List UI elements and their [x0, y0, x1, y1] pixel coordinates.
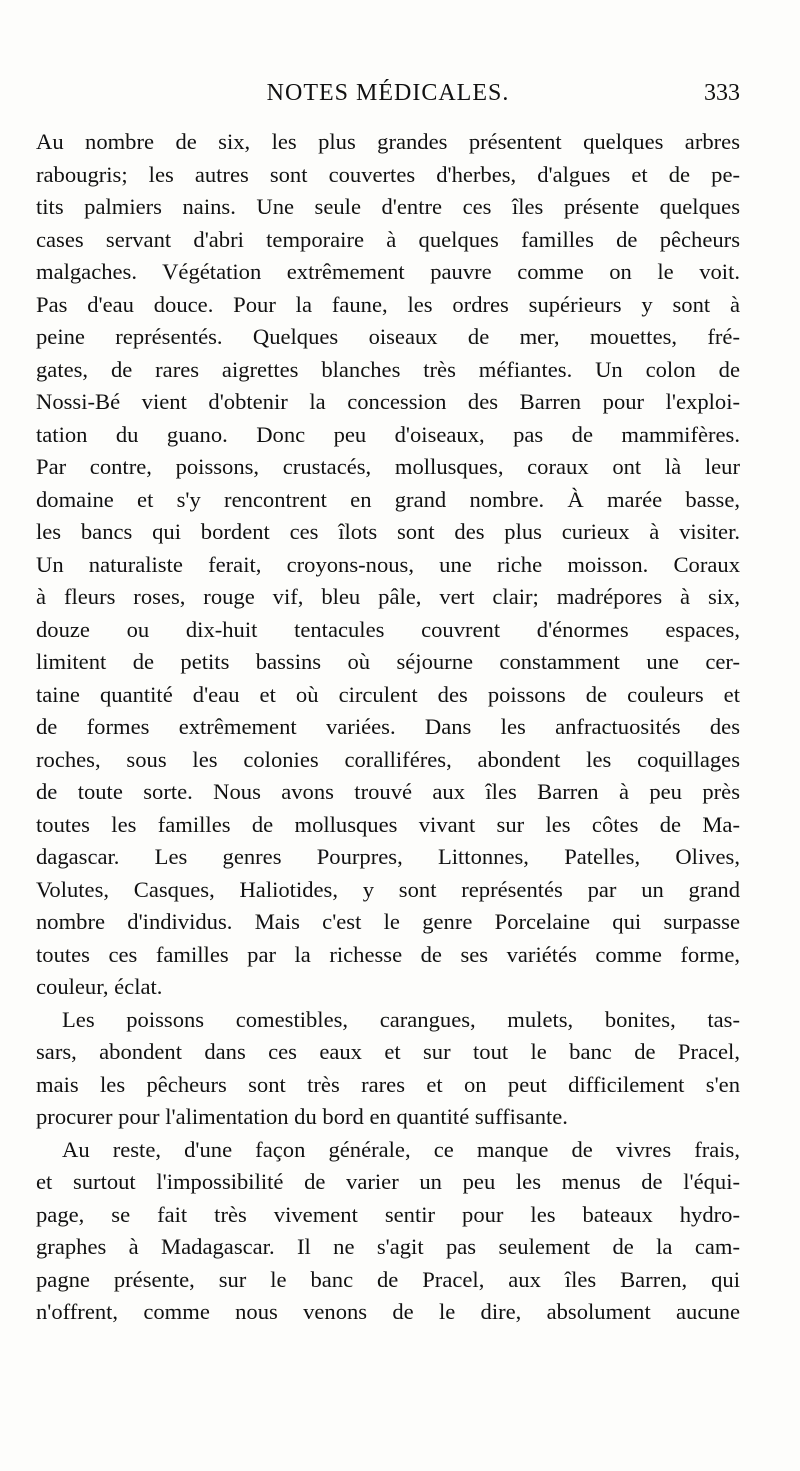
- paragraph: [36, 1004, 740, 1134]
- text-line: rabougris; les autres sont couvertes d'herbes, d'algues et de pe-: [36, 161, 740, 187]
- text-line: Un naturaliste ferait, croyons-nous, une riche moisson. Coraux: [36, 551, 740, 577]
- text-line: douze ou dix-huit tentacules couvrent d'énormes espaces,: [36, 616, 740, 642]
- text-line: gates, de rares aigrettes blanches très méfiantes. Un colon de: [36, 356, 740, 382]
- text-line: toutes ces familles par la richesse de ses variétés comme forme,: [36, 941, 740, 967]
- text-line: page, se fait très vivement sentir pour les bateaux hydro-: [36, 1201, 740, 1227]
- text-line: les bancs qui bordent ces îlots sont des plus curieux à visiter.: [36, 519, 740, 544]
- text-line: tits palmiers nains. Une seule d'entre ces îles présente quelques: [36, 194, 740, 219]
- running-title: NOTES MÉDICALES.: [266, 80, 510, 106]
- text-line: nombre d'individus. Mais c'est le genre Porcelaine qui surpasse: [36, 909, 740, 934]
- text-line: domaine et s'y rencontrent en grand nombre. À marée basse,: [36, 486, 740, 512]
- text-line: Au nombre de six, les plus grandes présentent quelques arbres: [36, 129, 740, 154]
- text-line: Les poissons comestibles, carangues, mulets, bonites, tas-: [62, 1006, 740, 1032]
- text-line: taine quantité d'eau et où circulent des poissons de couleurs et: [36, 681, 740, 707]
- text-line: de toute sorte. Nous avons trouvé aux îles Barren à peu près: [36, 779, 740, 804]
- text-line: tation du guano. Donc peu d'oiseaux, pas de mammifères.: [36, 421, 740, 447]
- text-line: Au reste, d'une façon générale, ce manque de vivres frais,: [62, 1136, 740, 1162]
- text-line: peine représentés. Quelques oiseaux de mer, mouettes, fré-: [36, 324, 740, 349]
- text-line: cases servant d'abri temporaire à quelques familles de pêcheurs: [36, 226, 740, 252]
- page-number: 333: [704, 80, 740, 106]
- text-line: limitent de petits bassins où séjourne constamment une cer-: [36, 649, 740, 674]
- text-line: Nossi-Bé vient d'obtenir la concession des Barren pour l'exploi-: [36, 389, 740, 414]
- page-header: [36, 80, 740, 116]
- text-line: dagascar. Les genres Pourpres, Littonnes, Patelles, Olives,: [36, 844, 740, 869]
- text-line: n'offrent, comme nous venons de le dire, absolument aucune: [36, 1299, 740, 1324]
- text-line: sars, abondent dans ces eaux et sur tout le banc de Pracel,: [36, 1039, 740, 1064]
- text-line: et surtout l'impossibilité de varier un peu les menus de l'équi-: [36, 1169, 740, 1194]
- text-line: mais les pêcheurs sont très rares et on peut difficilement s'en: [36, 1071, 740, 1097]
- text-line: Pas d'eau douce. Pour la faune, les ordres supérieurs y sont à: [36, 291, 740, 317]
- text-line: graphes à Madagascar. Il ne s'agit pas seulement de la cam-: [36, 1234, 740, 1259]
- paragraph: [36, 1134, 740, 1329]
- text-line: à fleurs roses, rouge vif, bleu pâle, vert clair; madrépores à six,: [36, 584, 740, 609]
- text-line: procurer pour l'alimentation du bord en quantité suffisante.: [36, 1104, 568, 1129]
- body-text: [36, 126, 740, 1329]
- text-line: malgaches. Végétation extrêmement pauvre comme on le voit.: [36, 259, 740, 284]
- text-line: toutes les familles de mollusques vivant sur les côtes de Ma-: [36, 811, 740, 837]
- text-line: roches, sous les colonies coralliféres, abondent les coquillages: [36, 746, 740, 772]
- text-line: pagne présente, sur le banc de Pracel, aux îles Barren, qui: [36, 1266, 740, 1292]
- text-line: couleur, éclat.: [36, 974, 163, 999]
- paragraph: [36, 126, 740, 1004]
- text-line: de formes extrêmement variées. Dans les anfractuosités des: [36, 714, 740, 739]
- text-line: Par contre, poissons, crustacés, mollusques, coraux ont là leur: [36, 454, 740, 479]
- text-line: Volutes, Casques, Haliotides, y sont représentés par un grand: [36, 876, 740, 902]
